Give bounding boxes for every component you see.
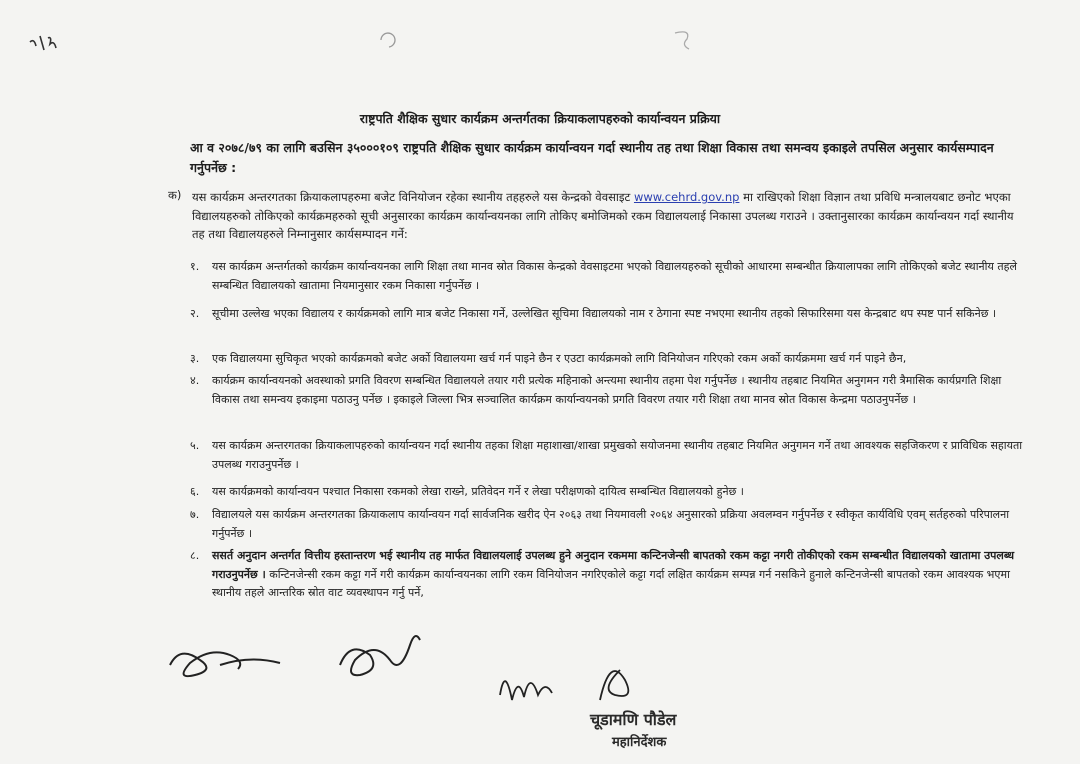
item-number: ५. <box>190 439 200 452</box>
signature-4 <box>590 650 650 710</box>
item-text: एक विद्यालयमा सुचिकृत भएको कार्यक्रमको बजेट अर्को विद्यालयमा खर्च गर्न पाइने छैन र एउटा कार्यक्रमको लागि विनियोजन गरिएको रकम अर्को कार्यक्रममा खर्च गर्न पाइने छैन, <box>212 352 907 365</box>
handwritten-note <box>26 28 76 68</box>
item-text <box>212 547 1024 603</box>
document-title: राष्ट्रपति शैक्षिक सुधार कार्यक्रम अन्तर्गतका क्रियाकलापहरुको कार्यान्वयन प्रक्रिया <box>359 111 721 126</box>
item-number: २. <box>190 307 200 320</box>
section-text-before: यस कार्यक्रम अन्तरगतका क्रियाकलापहरुमा बजेट विनियोजन रहेका स्थानीय तहहरुले यस केन्द्रको वेवसाइट <box>192 190 634 204</box>
section-text-after: मा राखिएको शिक्षा विज्ञान तथा प्रविधि मन्त्रालयबाट छनोट भएका विद्यालयहरुको तोकिएको कार्यक्रमहरुको सूची अनुसारका कार्यक्रम कार्यान्वयनका लागि तोकिए बमोजिमको रकम विद्यालयलाई निकासा उपलब्ध गराउने । उक्तानुसारका कार्यक्रम कार्यान्वयन गर्दा स्थानीय तह तथा विद्यालयहरुले निम्नानुसार कार्यसम्पादन गर्ने: <box>192 190 1014 241</box>
item-number: ३. <box>190 352 200 365</box>
intro-paragraph: आ व २०७८/७९ का लागि बउसिन ३५०००१०९ राष्ट्रपति शैक्षिक सुधार कार्यक्रम कार्यान्वयन गर्दा स्थानीय तह तथा शिक्षा विकास तथा समन्वय इकाइले तपसिल अनुसार कार्यसम्पादन गर्नुपर्नेछ : <box>190 140 994 175</box>
item-text: विद्यालयले यस कार्यक्रम अन्तरगतका क्रियाकलाप कार्यान्वयन गर्दा सार्वजनिक खरीद ऐन २०६३ तथा नियमावली २०६४ अनुसारको प्रक्रिया अवलम्वन गर्नुपर्नेछ र स्वीकृत कार्यविधि एवम् सर्तहरुको परिपालना गर्नुपर्नेछ । <box>212 508 1010 540</box>
faint-marks <box>375 25 705 55</box>
signature-1 <box>160 625 300 695</box>
item-text: सूचीमा उल्लेख भएका विद्यालय र कार्यक्रमको लागि मात्र बजेट निकासा गर्ने, उल्लेखित सूचिमा विद्यालयको नाम र ठेगाना स्पष्ट नभएमा स्थानीय तहको सिफारिसमा यस केन्द्रबाट थप स्पष्ट पार्न सकिनेछ । <box>212 307 997 320</box>
signatory-designation: महानिर्देशक <box>612 735 667 750</box>
item-number: ७. <box>190 508 200 521</box>
item-text: यस कार्यक्रमको कार्यान्वयन पश्चात निकासा रकमको लेखा राख्ने, प्रतिवेदन गर्ने र लेखा परीक्षणको दायित्व सम्बन्धित विद्यालयको हुनेछ । <box>212 485 744 498</box>
item-text: यस कार्यक्रम अन्तर्गतको कार्यक्रम कार्यान्वयनका लागि शिक्षा तथा मानव स्रोत विकास केन्द्रको वेवसाइटमा भएको विद्यालयहरुको सूचीको आधारमा सम्बन्धीत क्रियालापका लागि तोकिएको बजेट स्थानीय तहले सम्बन्धित विद्यालयको खातामा नियमानुसार रकम निकासा गर्नुपर्नेछ । <box>212 260 1017 292</box>
item-number: १. <box>190 260 200 273</box>
item-number: ६. <box>190 485 200 498</box>
signature-3 <box>490 655 570 715</box>
item-normal-text: कन्टिनजेन्सी रकम कट्टा गर्ने गरी कार्यक्रम कार्यान्वयनका लागि रकम विनियोजन नगरिएकोले कट्टा गर्दा लक्षित कार्यक्रम सम्पन्न गर्न नसकिने हुनाले कन्टिनजेन्सी बापतको रकम आवश्यक भएमा स्थानीय तहले आन्तरिक स्रोत वाट व्यवस्थापन गर्नु पर्ने, <box>212 567 1010 599</box>
signature-2 <box>320 615 440 695</box>
item-text: यस कार्यक्रम अन्तरगतका क्रियाकलापहरुको कार्यान्वयन गर्दा स्थानीय तहका शिक्षा महाशाखा/शाखा प्रमुखको सयोजनमा स्थानीय तहबाट नियमित अनुगमन गर्ने तथा आवश्यक सहजिकरण र प्राविधिक सहायता उपलब्ध गराउनुपर्नेछ । <box>212 439 1023 471</box>
section-label: क) <box>168 188 182 202</box>
section-paragraph <box>192 188 1022 244</box>
item-text: कार्यक्रम कार्यान्वयनको अवस्थाको प्रगति विवरण सम्बन्धित विद्यालयले तयार गरी प्रत्येक महिनाको अन्त्यमा स्थानीय तहमा पेश गर्नुपर्नेछ । स्थानीय तहबाट नियमित अनुगमन गरी त्रैमासिक कार्यप्रगति शिक्षा विकास तथा समन्वय इकाइमा पठाउनु पर्नेछ । इकाइले जिल्ला भित्र सञ्चालित कार्यक्रम कार्यान्वयनको प्रगति विवरण तयार गरी शिक्षा तथा मानव स्रोत विकास केन्द्रमा पठाउनुपर्नेछ । <box>212 374 1002 406</box>
website-link[interactable]: www.cehrd.gov.np <box>633 190 740 204</box>
item-bold-text: ससर्त अनुदान अन्तर्गत वित्तीय हस्तान्तरण भई स्थानीय तह मार्फत विद्यालयलाई उपलब्ध हुने अनुदान रकममा कन्टिनजेन्सी बापतको रकम कट्टा नगरी तोकीएको रकम सम्बन्धीत विद्यालयको खातामा उपलब्ध गराउनुपर्नेछ । <box>212 549 1015 581</box>
signatory-name: चूडामणि पौडेल <box>590 710 677 729</box>
item-number: ४. <box>190 374 200 387</box>
item-number: ८. <box>190 549 200 562</box>
